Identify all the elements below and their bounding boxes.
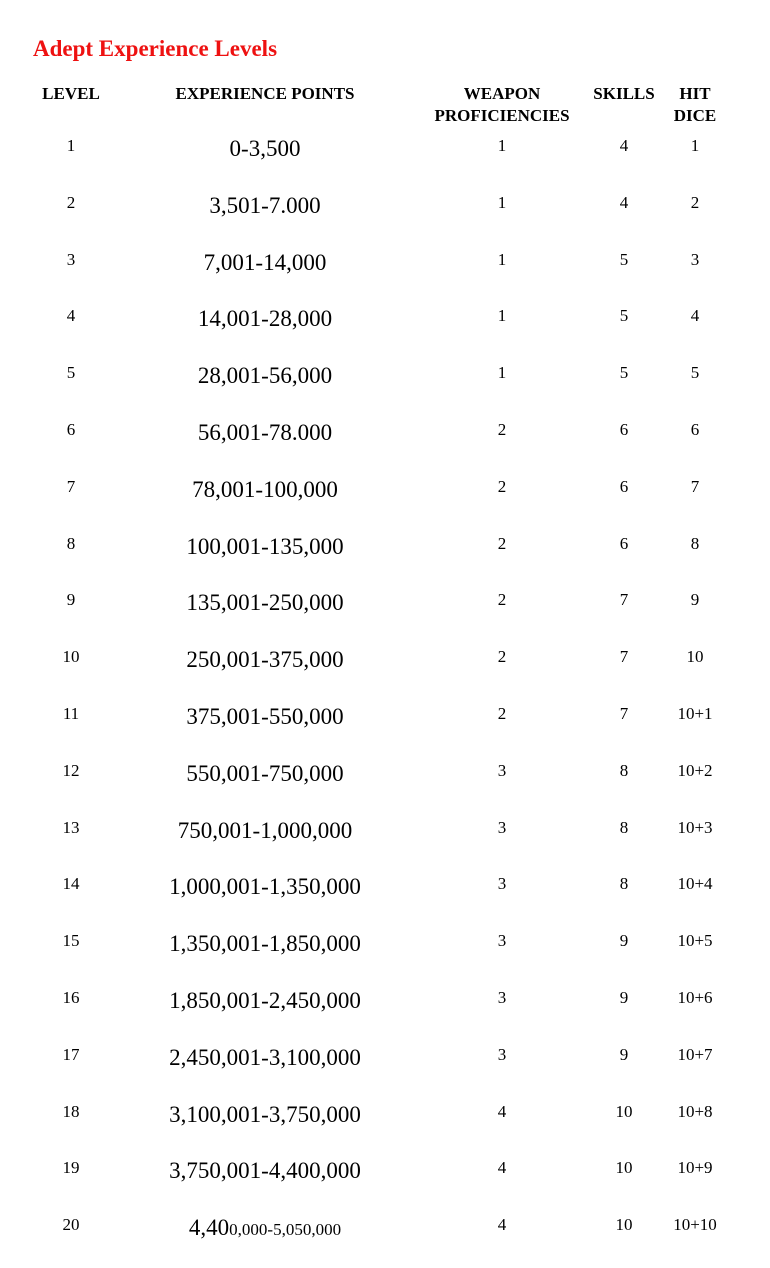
- level-cell: 17: [62, 1044, 80, 1064]
- skills-cell: 10: [615, 1158, 633, 1178]
- level-cell: 2: [66, 192, 76, 212]
- hit-dice-cell: 10+7: [677, 1044, 713, 1064]
- level-cell: 5: [66, 363, 76, 383]
- weapon-proficiencies-cell: 4: [497, 1101, 507, 1121]
- hit-dice-cell: 2: [690, 192, 700, 212]
- header-experience-label: EXPERIENCE POINTS: [175, 84, 355, 103]
- level-cell: 3: [66, 249, 76, 269]
- experience-cell: 3,501-7.000: [209, 192, 321, 218]
- skills-cell: 8: [619, 817, 629, 837]
- level-cell: 18: [62, 1101, 80, 1121]
- hit-dice-cell: 8: [690, 533, 700, 553]
- header-level-label: LEVEL: [42, 84, 100, 103]
- skills-cell: 7: [619, 704, 629, 723]
- weapon-proficiencies-cell: 1: [497, 249, 507, 269]
- level-cell: 11: [62, 704, 80, 723]
- level-cell: 12: [62, 760, 80, 780]
- experience-cell-small-part: 0,000-5,050,000: [229, 1220, 342, 1240]
- experience-cell: 1,350,001-1,850,000: [169, 931, 361, 957]
- experience-cell: 375,001-550,000: [186, 704, 344, 729]
- skills-cell: 10: [615, 1215, 633, 1235]
- hit-dice-cell: 5: [690, 363, 700, 383]
- hit-dice-cell: 10: [686, 647, 704, 667]
- level-cell: 8: [66, 533, 76, 553]
- experience-cell: 1,850,001-2,450,000: [169, 988, 361, 1013]
- skills-cell: 9: [619, 931, 629, 951]
- skills-cell: 10: [615, 1101, 633, 1121]
- level-cell: 16: [62, 988, 80, 1007]
- experience-cell: 0-3,500: [229, 136, 301, 161]
- table-title: Adept Experience Levels: [33, 36, 278, 61]
- weapon-proficiencies-cell: 3: [497, 817, 507, 837]
- weapon-proficiencies-cell: 2: [497, 476, 507, 496]
- skills-cell: 8: [619, 874, 629, 894]
- skills-cell: 4: [619, 192, 629, 212]
- level-cell: 14: [62, 874, 80, 894]
- experience-cell: 250,001-375,000: [186, 647, 344, 673]
- hit-dice-cell: 10+2: [677, 760, 713, 780]
- hit-dice-cell: 10+3: [677, 817, 713, 837]
- experience-cell: 135,001-250,000: [186, 590, 344, 616]
- hit-dice-cell: 3: [690, 249, 700, 269]
- experience-cell: 14,001-28,000: [197, 306, 333, 332]
- weapon-proficiencies-cell: 4: [497, 1158, 507, 1178]
- header-weapon-line1: WEAPON: [463, 84, 541, 103]
- level-cell: 4: [66, 306, 76, 326]
- header-skills-label: SKILLS: [593, 84, 655, 103]
- experience-cell: 78,001-100,000: [192, 476, 338, 502]
- experience-cell: [140, 1215, 390, 1241]
- hit-dice-cell: 4: [690, 306, 700, 326]
- skills-cell: 4: [619, 136, 629, 155]
- level-cell: 7: [66, 476, 76, 496]
- hit-dice-cell: 9: [690, 590, 700, 610]
- hit-dice-cell: 10+5: [677, 931, 713, 951]
- weapon-proficiencies-cell: 1: [497, 192, 507, 212]
- weapon-proficiencies-cell: 2: [497, 420, 507, 439]
- weapon-proficiencies-cell: 2: [497, 704, 507, 723]
- weapon-proficiencies-cell: 2: [497, 533, 507, 553]
- weapon-proficiencies-cell: 2: [497, 647, 507, 667]
- skills-cell: 6: [619, 476, 629, 496]
- weapon-proficiencies-cell: 3: [497, 874, 507, 894]
- level-cell: 20: [62, 1215, 80, 1235]
- header-weapon-line2: PROFICIENCIES: [434, 106, 570, 125]
- experience-cell: 7,001-14,000: [203, 249, 327, 275]
- weapon-proficiencies-cell: 1: [497, 363, 507, 383]
- experience-cell: 28,001-56,000: [197, 363, 333, 389]
- experience-cell: 750,001-1,000,000: [177, 817, 353, 843]
- skills-cell: 7: [619, 647, 629, 667]
- hit-dice-cell: 10+8: [677, 1101, 713, 1121]
- experience-cell: 100,001-135,000: [186, 533, 344, 559]
- header-hit-line1: HIT: [679, 84, 711, 103]
- hit-dice-cell: 10+4: [677, 874, 713, 894]
- hit-dice-cell: 10+9: [677, 1158, 713, 1178]
- weapon-proficiencies-cell: 3: [497, 760, 507, 780]
- experience-cell: 3,750,001-4,400,000: [169, 1158, 361, 1184]
- skills-cell: 9: [619, 988, 629, 1007]
- level-cell: 10: [62, 647, 80, 667]
- weapon-proficiencies-cell: 2: [497, 590, 507, 610]
- level-cell: 6: [66, 420, 76, 439]
- weapon-proficiencies-cell: 1: [497, 136, 507, 155]
- experience-cell-large-part: 4,40: [188, 1215, 230, 1241]
- skills-cell: 6: [619, 420, 629, 439]
- hit-dice-cell: 7: [690, 476, 700, 496]
- skills-cell: 9: [619, 1044, 629, 1064]
- experience-cell: 3,100,001-3,750,000: [169, 1101, 361, 1127]
- hit-dice-cell: 10+10: [673, 1215, 717, 1235]
- skills-cell: 7: [619, 590, 629, 610]
- weapon-proficiencies-cell: 3: [497, 1044, 507, 1064]
- skills-cell: 5: [619, 363, 629, 383]
- experience-cell: 550,001-750,000: [186, 760, 344, 786]
- experience-cell: 56,001-78.000: [197, 420, 333, 445]
- weapon-proficiencies-cell: 1: [497, 306, 507, 326]
- skills-cell: 8: [619, 760, 629, 780]
- hit-dice-cell: 10+6: [677, 988, 713, 1007]
- level-cell: 9: [66, 590, 76, 610]
- level-cell: 15: [62, 931, 80, 951]
- hit-dice-cell: 6: [690, 420, 700, 439]
- hit-dice-cell: 10+1: [677, 704, 713, 723]
- hit-dice-cell: 1: [690, 136, 700, 155]
- header-hit-line2: DICE: [673, 106, 717, 125]
- skills-cell: 5: [619, 249, 629, 269]
- skills-cell: 6: [619, 533, 629, 553]
- weapon-proficiencies-cell: 4: [497, 1215, 507, 1235]
- level-cell: 13: [62, 817, 80, 837]
- skills-cell: 5: [619, 306, 629, 326]
- experience-cell: 2,450,001-3,100,000: [169, 1044, 361, 1070]
- weapon-proficiencies-cell: 3: [497, 931, 507, 951]
- experience-cell: 1,000,001-1,350,000: [169, 874, 361, 900]
- weapon-proficiencies-cell: 3: [497, 988, 507, 1007]
- level-cell: 1: [66, 136, 76, 155]
- level-cell: 19: [62, 1158, 80, 1178]
